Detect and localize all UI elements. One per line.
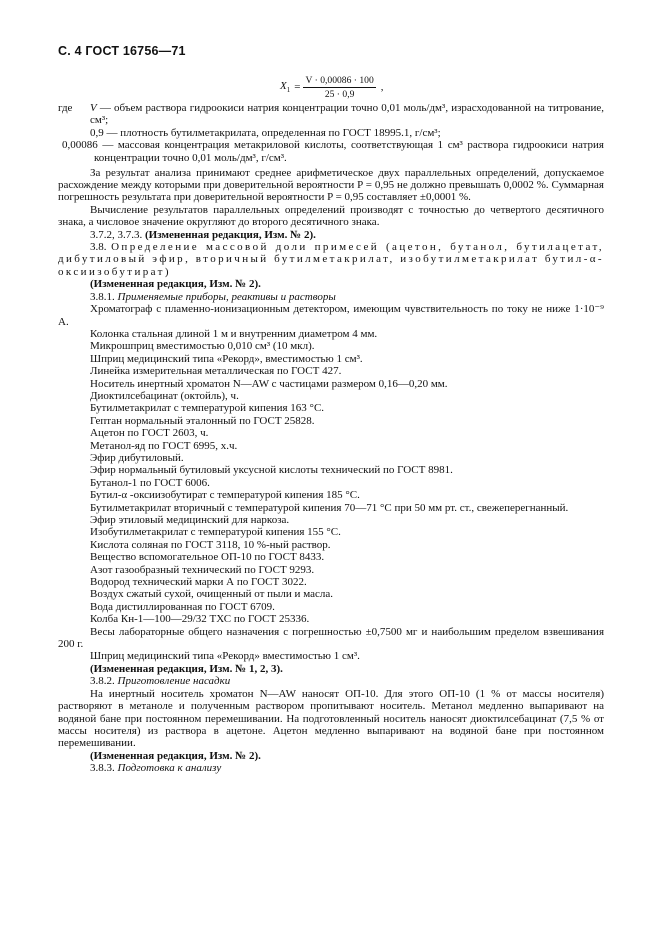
edit-note-382: (Измененная редакция, Изм. № 2). bbox=[90, 749, 261, 762]
list-item: Ацетон по ГОСТ 2603, ч. bbox=[90, 427, 209, 440]
list-item: Вода дистиллированная по ГОСТ 6709. bbox=[90, 600, 275, 613]
clause-number-381: 3.8.1. bbox=[90, 290, 115, 303]
clause-title-381: Применяемые приборы, реактивы и растворы bbox=[117, 290, 336, 303]
list-item: Бутил-α -оксиизобутират с температурой кипения 185 °С. bbox=[90, 489, 360, 502]
paragraph-382 bbox=[58, 675, 604, 687]
list-item: Метанол-яд по ГОСТ 6995, х.ч. bbox=[90, 439, 238, 452]
list-item: Диоктилсебацинат (октойль), ч. bbox=[90, 389, 239, 402]
list-item: Линейка измерительная металлическая по ГОСТ 427. bbox=[90, 365, 342, 378]
list-item: Азот газообразный технический по ГОСТ 9293. bbox=[90, 563, 315, 576]
formula-x1 bbox=[280, 74, 384, 100]
list-item: Шприц медицинский типа «Рекорд», вместимостью 1 см³. bbox=[90, 352, 363, 365]
formula-numerator: V · 0,00086 · 100 bbox=[305, 74, 374, 86]
list-item: Эфир дибутиловый. bbox=[90, 451, 184, 464]
formula-tail: , bbox=[380, 81, 384, 93]
paragraph-38 bbox=[58, 241, 604, 278]
clause-number-383: 3.8.3. bbox=[90, 762, 115, 775]
document-body bbox=[58, 102, 604, 775]
list-item: Эфир этиловый медицинский для наркоза. bbox=[90, 514, 290, 526]
list-item: Микрошприц вместимостью 0,010 см³ (10 мкл). bbox=[90, 340, 315, 353]
definition-where: где bbox=[58, 102, 73, 114]
equipment-list bbox=[58, 303, 604, 663]
clause-number-372: 3.7.2, 3.7.3. bbox=[90, 228, 143, 241]
paragraph-372 bbox=[58, 229, 604, 241]
paragraph-381 bbox=[58, 291, 604, 303]
list-item: Гептан нормальный эталонный по ГОСТ 25828. bbox=[90, 414, 315, 427]
definition-v-text: — объем раствора гидроокиси натрия концентрации точно 0,01 моль/дм³, израсходованной на титрование, см³; bbox=[90, 102, 605, 127]
definition-v-symbol: V bbox=[90, 102, 97, 114]
clause-number-38: 3.8. bbox=[90, 241, 107, 254]
formula-denominator: 25 · 0,9 bbox=[324, 88, 355, 100]
page-header: С. 4 ГОСТ 16756—71 bbox=[58, 44, 186, 58]
list-item: Эфир нормальный бутиловый уксусной кислоты технический по ГОСТ 8981. bbox=[90, 464, 453, 477]
clause-title-38: Определение массовой доли примесей (ацетон, бутанол, бутилацетат, дибутиловый эфир, вторичный бутилметакрилат, изобутилметакрилат бутил-α-оксиизобутират) bbox=[58, 241, 604, 278]
clause-number-382: 3.8.2. bbox=[90, 675, 115, 688]
list-item: Водород технический марки А по ГОСТ 3022. bbox=[90, 576, 307, 589]
list-item: Бутилметакрилат с температурой кипения 163 °С. bbox=[90, 402, 325, 415]
list-item: Изобутилметакрилат с температурой кипения 155 °С. bbox=[90, 526, 341, 539]
formula-fraction bbox=[303, 75, 375, 100]
list-item: Хроматограф с пламенно-ионизационным детектором, имеющим чувствительность по току не ниже 1·10⁻⁹ А. bbox=[58, 303, 604, 328]
list-item: Весы лабораторные общего назначения с погрешностью ±0,7500 мг и наибольшим пределом взвешивания 200 г. bbox=[58, 625, 604, 651]
list-item: Бутилметакрилат вторичный с температурой кипения 70—71 °С при 50 мм рт. ст., свежеперегнанный. bbox=[90, 501, 569, 514]
paragraph-preparation: На инертный носитель хроматон N—AW наносят ОП-10. Для этого ОП-10 (1 % от массы носителя) растворяют в метаноле и полученным раствором пропитывают носитель. Метанол медленно выпаривают на водяной бане при постоянном перемешивании. На подготовленный носитель наносят диоктилсебацинат (7,5 % от массы носителя) из раствора в ацетоне. Ацетон медленно выпаривают на водяной бане при постоянном перемешивании. bbox=[58, 687, 604, 750]
list-item: Кислота соляная по ГОСТ 3118, 10 %-ный раствор. bbox=[90, 538, 331, 551]
list-item: Вещество вспомогательное ОП-10 по ГОСТ 8433. bbox=[90, 551, 325, 564]
paragraph-result: За результат анализа принимают среднее арифметическое двух параллельных определений, допускаемое расхождение между которыми при доверительной вероятности P = 0,95 не должно превышать 0,0002 %. Суммарная погрешность результата при доверительной вероятности P = 0,95 составляет ±0,0001 %. bbox=[58, 166, 604, 204]
edit-note-38: (Измененная редакция, Изм. № 2). bbox=[90, 278, 261, 291]
list-item: Воздух сжатый сухой, очищенный от пыли и масла. bbox=[90, 588, 333, 601]
definition-v bbox=[58, 102, 604, 127]
clause-title-383: Подготовка к анализу bbox=[117, 762, 222, 775]
formula-lhs: $X_1$ bbox=[280, 79, 291, 95]
definition-density: 0,9 — плотность бутилметакрилата, определенная по ГОСТ 18995.1, г/см³; bbox=[90, 126, 441, 139]
formula-equals: = bbox=[294, 81, 301, 93]
paragraph-rounding: Вычисление результатов параллельных определений производят с точностью до четвертого десятичного знака, а числовое значение округляют до второго десятичного знака. bbox=[58, 203, 604, 229]
definition-mass: 0,00086 — массовая концентрация метакриловой кислоты, соответствующая 1 см³ раствора гидроокиси натрия концентрации точно 0,01 моль/дм³, г/см³. bbox=[62, 139, 604, 164]
edit-note-123: (Измененная редакция, Изм. № 1, 2, 3). bbox=[90, 662, 283, 675]
list-item: Носитель инертный хроматон N—AW с частицами размером 0,16—0,20 мм. bbox=[90, 377, 448, 390]
list-item: Шприц медицинский типа «Рекорд» вместимостью 1 см³. bbox=[90, 650, 360, 663]
list-item: Бутанол-1 по ГОСТ 6006. bbox=[90, 476, 210, 489]
list-item: Колба Кн-1—100—29/32 ТХС по ГОСТ 25336. bbox=[90, 613, 310, 626]
edit-note-372: (Измененная редакция, Изм. № 2). bbox=[145, 228, 316, 241]
clause-title-382: Приготовление насадки bbox=[117, 675, 231, 688]
paragraph-383 bbox=[58, 762, 604, 774]
list-item: Колонка стальная длиной 1 м и внутренним диаметром 4 мм. bbox=[90, 327, 378, 340]
